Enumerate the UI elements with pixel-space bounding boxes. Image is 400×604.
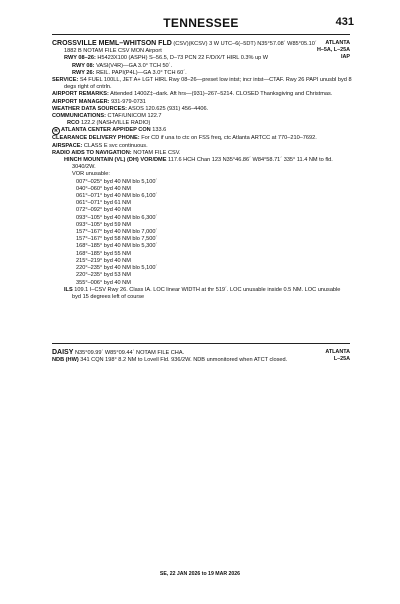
detail-row (52, 77, 350, 84)
detail-label: HINCH MOUNTAIN (VL) (DH) VOR/DME (64, 157, 167, 164)
vor-unusable-item: 040°–060° byd 40 NM (76, 185, 131, 192)
chart-ref-atlanta-2: ATLANTA (325, 349, 350, 355)
detail-label: RWY 08: (72, 62, 95, 69)
detail-text: 931-979-0731 (111, 98, 146, 105)
vor-unusable-item: 061°–071° byd 61 NM (76, 200, 131, 207)
detail-text: VOR unusable: (72, 171, 110, 178)
detail-text: H5423X100 (ASPH) S–56.5, D–73 PCN 22 F/D/X/T HIRL 0.3% up W (97, 55, 269, 62)
ndb-text: 341 CQN 198° 8.2 NM to Lovell Fld. 936/2W. NDB unmonitored when ATCT closed. (80, 357, 288, 364)
detail-label: RWY 26: (72, 69, 95, 76)
airport-location: (CSV)(KCSV) 3 W UTC–6(–5DT) N35°57.08´ W85°05.10´ (173, 41, 317, 47)
detail-row (52, 171, 350, 178)
ils-text: 109.1 I–CSV Rwy 26. Class IA. LOC linear WIDTH at thr 519´. LOC unusable inside 0.5 NM. LOC unusable (74, 286, 341, 293)
page-header (52, 16, 354, 32)
chart-ref-iap: IAP (341, 54, 350, 61)
vor-unusable-item: 072°–092° byd 40 NM (76, 207, 131, 214)
detail-row (52, 63, 350, 70)
detail-text: degs right of cntrln. (64, 84, 112, 91)
detail-text: CLASS E svc continuous. (83, 142, 148, 149)
detail-text: 122.2 (NASHVILLE RADIO) (81, 120, 151, 127)
detail-label: RADIO AIDS TO NAVIGATION: (52, 149, 132, 156)
detail-label: AIRSPACE: (52, 142, 83, 149)
airport-details (52, 55, 350, 127)
detail-row (52, 157, 350, 164)
chart-ref-h5a: H–5A, L–25A (317, 47, 350, 54)
vor-unusable-item: 157°–167° byd 58 NM blo 7,500´ (76, 236, 158, 243)
airport-elevation-line: 1882 B NOTAM FILE CSV MON Airport (64, 48, 162, 55)
detail-row (52, 120, 350, 127)
detail-row (52, 84, 350, 91)
approach-line (52, 127, 350, 135)
vor-unusable-item: 220°–235° byd 53 NM (76, 272, 131, 279)
detail-text: VASI(V4R)—GA 3.0° TCH 50´. (96, 62, 173, 69)
approach-freq: 133.6 (152, 127, 167, 134)
page-number: 431 (335, 16, 354, 28)
detail-text: REIL. PAPI(P4L)—GA 3.0° TCH 60´. (96, 69, 187, 76)
vor-unusable-item: 093°–105° byd 59 NM (76, 221, 131, 228)
vor-unusable-item: 157°–167° byd 40 NM blo 7,000´ (76, 229, 158, 236)
detail-row (52, 143, 350, 150)
detail-label: SERVICE: (52, 77, 79, 84)
detail-label: AIRPORT REMARKS: (52, 91, 109, 98)
detail-text: S4 FUEL 100LL, JET A+ LGT HIRL Rwy 08–26—preset low intst; incr intst—CTAF. Rwy 26 PAPI unusbl byd 8 (79, 77, 352, 84)
ils-label: ILS (64, 286, 73, 293)
detail-row (52, 150, 350, 157)
airport-entry-crossville (52, 40, 350, 301)
vor-unusable-item: 215°–219° byd 40 NM (76, 257, 131, 264)
detail-label: COMMUNICATIONS: (52, 113, 106, 120)
detail-text: For CD if una to ctc on FSS freq, ctc Atlanta ARTCC at 770–210–7692. (141, 135, 317, 142)
detail-row (52, 70, 350, 77)
detail-text: Attended 1400Z‡–dark. Aft hrs—(931)–267–5214. CLOSED Thanksgiving and Christmas. (110, 91, 333, 98)
daisy-ndb-line (52, 357, 350, 364)
detail-text: NOTAM FILE CSV. (133, 149, 181, 156)
airport-details-2 (52, 135, 350, 178)
detail-label: CLEARANCE DELIVERY PHONE: (52, 135, 140, 142)
daisy-name: DAISY (52, 349, 74, 356)
vor-unusable-item: 061°–071° byd 40 NM blo 6,100´ (76, 193, 158, 200)
vor-unusable-list (52, 179, 350, 287)
vor-unusable-item: 355°–006° byd 40 NM (76, 279, 131, 286)
detail-row (52, 91, 350, 98)
detail-row (52, 106, 350, 113)
entry-divider (52, 343, 350, 344)
airport-title-line (52, 40, 350, 48)
ils-continuation: byd 15 degrees left of course (72, 293, 145, 300)
detail-label: RWY 08–26: (64, 55, 96, 62)
detail-text: 117.6 HCH Chan 123 N35°46.86´ W84°58.71´ 335° 11.4 NM to fld. (168, 157, 333, 164)
detail-text: 3040/2W. (72, 164, 96, 171)
radar-icon: R (52, 127, 60, 135)
detail-label: WEATHER DATA SOURCES: (52, 105, 127, 112)
detail-label: RCO (67, 120, 80, 127)
navaid-entry-daisy (52, 349, 350, 364)
ndb-label: NDB (HW) (52, 357, 79, 364)
detail-text: ASOS 120.625 (931) 456–4406. (128, 105, 209, 112)
vor-unusable-item: 007°–025° byd 40 NM blo 5,100´ (76, 178, 158, 185)
vor-unusable-item: 220°–235° byd 40 NM blo 5,100´ (76, 265, 158, 272)
detail-row (52, 55, 350, 62)
header-rule (52, 34, 350, 35)
detail-row (52, 99, 350, 106)
daisy-location: N35°09.99´ W85°09.44´ NOTAM FILE CHA. (74, 350, 185, 356)
airport-name: CROSSVILLE MEML–WHITSON FLD (52, 40, 172, 47)
vor-unusable-item: 168°–185° byd 40 NM blo 5,300´ (76, 243, 158, 250)
page-footer: SE, 22 JAN 2026 to 19 MAR 2026 (159, 571, 241, 577)
detail-row (52, 164, 350, 171)
detail-label: AIRPORT MANAGER: (52, 98, 110, 105)
approach-label: ATLANTA CENTER APP/DEP CON (61, 127, 151, 134)
vor-unusable-item: 093°–105° byd 40 NM blo 6,300´ (76, 214, 158, 221)
daisy-title-line (52, 349, 350, 357)
state-title: TENNESSEE (163, 16, 239, 30)
detail-row (52, 135, 350, 142)
ils-line (52, 287, 350, 294)
vor-unusable-item: 168°–185° byd 55 NM (76, 250, 131, 257)
chart-ref-atlanta: ATLANTA (325, 40, 350, 46)
detail-text: CTAF/UNICOM 122.7 (107, 113, 162, 120)
detail-row (52, 113, 350, 120)
chart-ref-l25a: L–25A (333, 356, 350, 363)
